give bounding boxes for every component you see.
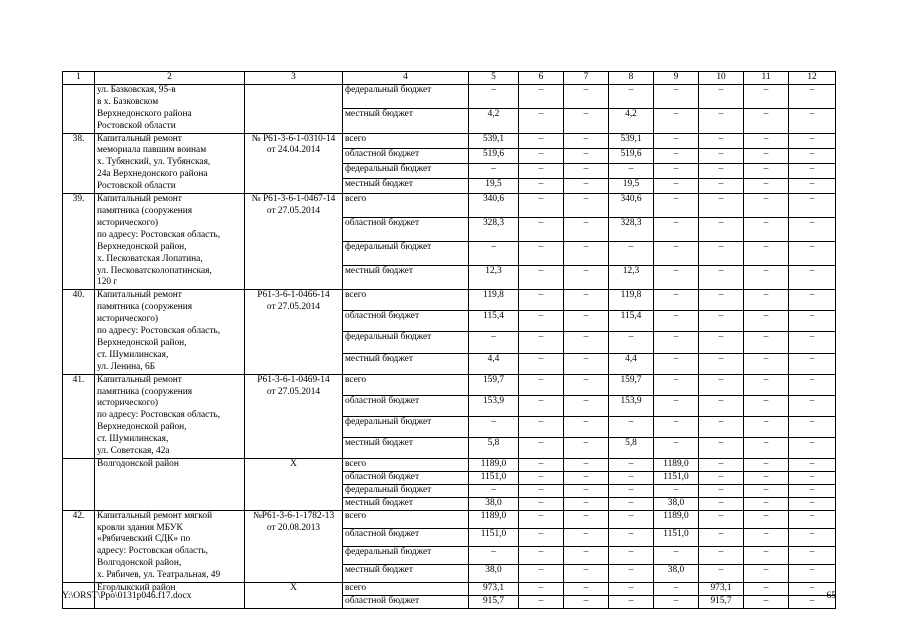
amount-cell: 539,1 (609, 133, 654, 148)
amount-cell: – (744, 583, 789, 596)
amount-cell: – (564, 595, 609, 608)
amount-cell: – (789, 583, 836, 596)
column-number: 7 (564, 72, 609, 85)
table-row (63, 290, 836, 311)
amount-cell: – (609, 595, 654, 608)
amount-cell: 119,8 (609, 290, 654, 311)
amount-cell: – (789, 528, 836, 546)
amount-cell: – (789, 471, 836, 484)
amount-cell: 19,5 (609, 178, 654, 193)
funding-source: всего (343, 510, 469, 528)
amount-cell: – (564, 471, 609, 484)
column-number: 2 (95, 72, 245, 85)
object-description: Капитальный ремонт памятника (сооружения исторического) по адресу: Ростовская область, Верхнедонской район, х. Песковатская Лопатина, ул. Песковатсколопатинская, 120 г (95, 194, 245, 290)
amount-cell: – (654, 332, 699, 353)
amount-cell: 1189,0 (654, 510, 699, 528)
table-row (63, 374, 836, 395)
funding-source: федеральный бюджет (343, 163, 469, 178)
amount-cell: – (789, 133, 836, 148)
amount-cell: 38,0 (654, 564, 699, 582)
amount-cell: – (654, 595, 699, 608)
funding-source: федеральный бюджет (343, 332, 469, 353)
amount-cell: – (519, 194, 564, 218)
amount-cell: – (789, 395, 836, 416)
document-reference: №Р61-3-6-1-1782-13 от 20.08.2013 (245, 510, 343, 582)
amount-cell: – (789, 311, 836, 332)
amount-cell: – (654, 133, 699, 148)
amount-cell: – (469, 84, 519, 108)
budget-table (62, 71, 836, 609)
amount-cell: – (789, 459, 836, 472)
amount-cell: – (699, 459, 744, 472)
funding-source: местный бюджет (343, 266, 469, 290)
amount-cell: 1189,0 (469, 459, 519, 472)
amount-cell: – (609, 564, 654, 582)
amount-cell: – (469, 416, 519, 437)
amount-cell: – (519, 163, 564, 178)
amount-cell: – (564, 484, 609, 497)
amount-cell: – (564, 583, 609, 596)
funding-source: местный бюджет (343, 178, 469, 193)
amount-cell: 115,4 (609, 311, 654, 332)
amount-cell: – (609, 484, 654, 497)
amount-cell: – (699, 133, 744, 148)
amount-cell: – (519, 583, 564, 596)
item-number: 39. (63, 194, 95, 290)
column-number: 1 (63, 72, 95, 85)
funding-source: областной бюджет (343, 471, 469, 484)
amount-cell: – (609, 583, 654, 596)
amount-cell: – (609, 242, 654, 266)
amount-cell: – (654, 374, 699, 395)
amount-cell: – (699, 163, 744, 178)
document-reference: Р61-3-6-1-0469-14 от 27.05.2014 (245, 374, 343, 458)
funding-source: всего (343, 459, 469, 472)
amount-cell: – (654, 109, 699, 133)
amount-cell: – (519, 353, 564, 374)
amount-cell: – (469, 242, 519, 266)
amount-cell: – (469, 163, 519, 178)
funding-source: областной бюджет (343, 595, 469, 608)
amount-cell: – (789, 178, 836, 193)
funding-source: местный бюджет (343, 497, 469, 510)
amount-cell: – (654, 437, 699, 458)
amount-cell: – (564, 528, 609, 546)
table-row (63, 84, 836, 108)
amount-cell: – (699, 194, 744, 218)
amount-cell: – (564, 178, 609, 193)
amount-cell: – (654, 194, 699, 218)
amount-cell: 973,1 (469, 583, 519, 596)
amount-cell: – (789, 242, 836, 266)
amount-cell: 38,0 (469, 497, 519, 510)
amount-cell: – (519, 437, 564, 458)
table-body (63, 72, 836, 609)
amount-cell: – (789, 290, 836, 311)
amount-cell: – (609, 497, 654, 510)
funding-source: местный бюджет (343, 109, 469, 133)
amount-cell: – (744, 471, 789, 484)
amount-cell: – (609, 510, 654, 528)
amount-cell: 1151,0 (654, 471, 699, 484)
funding-source: всего (343, 290, 469, 311)
amount-cell: 5,8 (469, 437, 519, 458)
amount-cell: – (609, 416, 654, 437)
amount-cell: 519,6 (609, 148, 654, 163)
amount-cell: – (654, 416, 699, 437)
amount-cell: – (789, 194, 836, 218)
amount-cell: 115,4 (469, 311, 519, 332)
amount-cell: 4,2 (609, 109, 654, 133)
funding-source: всего (343, 583, 469, 596)
amount-cell: – (699, 437, 744, 458)
amount-cell: 328,3 (609, 218, 654, 242)
amount-cell: – (654, 242, 699, 266)
amount-cell: – (744, 437, 789, 458)
column-number: 12 (789, 72, 836, 85)
amount-cell: – (744, 374, 789, 395)
item-number (63, 459, 95, 511)
amount-cell: – (564, 416, 609, 437)
document-reference: Х (245, 459, 343, 511)
amount-cell: 1151,0 (654, 528, 699, 546)
amount-cell: – (744, 332, 789, 353)
amount-cell: 1189,0 (469, 510, 519, 528)
amount-cell: – (789, 416, 836, 437)
amount-cell: – (744, 148, 789, 163)
amount-cell: – (744, 595, 789, 608)
amount-cell: – (564, 353, 609, 374)
object-description: Волгодонской район (95, 459, 245, 511)
amount-cell: – (744, 510, 789, 528)
amount-cell: – (654, 290, 699, 311)
amount-cell: – (564, 564, 609, 582)
amount-cell: – (519, 374, 564, 395)
amount-cell: – (519, 332, 564, 353)
amount-cell: – (519, 84, 564, 108)
amount-cell: 4,4 (609, 353, 654, 374)
amount-cell: – (789, 266, 836, 290)
amount-cell: – (564, 290, 609, 311)
amount-cell: – (519, 178, 564, 193)
amount-cell: – (699, 242, 744, 266)
amount-cell: – (789, 484, 836, 497)
amount-cell: – (654, 178, 699, 193)
amount-cell: – (744, 564, 789, 582)
amount-cell: – (789, 497, 836, 510)
amount-cell: – (699, 311, 744, 332)
amount-cell: – (789, 564, 836, 582)
column-number: 3 (245, 72, 343, 85)
amount-cell: – (699, 528, 744, 546)
document-reference: № Р61-3-6-1-0467-14 от 27.05.2014 (245, 194, 343, 290)
amount-cell: – (744, 194, 789, 218)
amount-cell: – (699, 546, 744, 564)
amount-cell: – (699, 148, 744, 163)
amount-cell: – (699, 266, 744, 290)
amount-cell: – (564, 546, 609, 564)
amount-cell: – (519, 311, 564, 332)
amount-cell: – (699, 484, 744, 497)
amount-cell: – (744, 84, 789, 108)
amount-cell: 153,9 (609, 395, 654, 416)
column-number: 9 (654, 72, 699, 85)
column-number: 8 (609, 72, 654, 85)
amount-cell: – (519, 416, 564, 437)
object-description: Егорлыкский район (95, 583, 245, 609)
amount-cell: 159,7 (469, 374, 519, 395)
funding-source: областной бюджет (343, 311, 469, 332)
amount-cell: 519,6 (469, 148, 519, 163)
funding-source: местный бюджет (343, 437, 469, 458)
funding-source: всего (343, 374, 469, 395)
column-number: 5 (469, 72, 519, 85)
amount-cell: 1151,0 (469, 471, 519, 484)
amount-cell: – (744, 528, 789, 546)
item-number: 42. (63, 510, 95, 582)
amount-cell: – (564, 395, 609, 416)
amount-cell: 340,6 (469, 194, 519, 218)
amount-cell: – (519, 510, 564, 528)
amount-cell: – (744, 242, 789, 266)
amount-cell: – (609, 459, 654, 472)
amount-cell: – (564, 510, 609, 528)
amount-cell: – (469, 546, 519, 564)
amount-cell: – (699, 178, 744, 193)
amount-cell: – (519, 133, 564, 148)
amount-cell: – (564, 497, 609, 510)
amount-cell: – (519, 528, 564, 546)
amount-cell: – (744, 484, 789, 497)
object-description: Капитальный ремонт памятника (сооружения исторического) по адресу: Ростовская область, Верхнедонской район, ст. Шумилинская, ул. Ленина, 6Б (95, 290, 245, 374)
amount-cell: – (519, 218, 564, 242)
amount-cell: 915,7 (469, 595, 519, 608)
column-number: 11 (744, 72, 789, 85)
amount-cell: – (519, 290, 564, 311)
amount-cell: – (564, 109, 609, 133)
document-reference (245, 84, 343, 133)
amount-cell: – (609, 546, 654, 564)
amount-cell: – (654, 395, 699, 416)
amount-cell: – (699, 332, 744, 353)
amount-cell: 5,8 (609, 437, 654, 458)
object-description: ул. Базковская, 95-в в х. Базковском Верхнедонского района Ростовской области (95, 84, 245, 133)
amount-cell: – (609, 471, 654, 484)
amount-cell: – (654, 163, 699, 178)
table-row (63, 194, 836, 218)
amount-cell: 4,2 (469, 109, 519, 133)
amount-cell: – (744, 353, 789, 374)
amount-cell: – (519, 266, 564, 290)
amount-cell: 340,6 (609, 194, 654, 218)
funding-source: всего (343, 194, 469, 218)
document-reference: № Р61-3-6-1-0310-14 от 24.04.2014 (245, 133, 343, 194)
amount-cell: – (564, 242, 609, 266)
funding-source: областной бюджет (343, 395, 469, 416)
amount-cell: – (789, 163, 836, 178)
funding-source: федеральный бюджет (343, 416, 469, 437)
amount-cell: – (564, 332, 609, 353)
amount-cell: 915,7 (699, 595, 744, 608)
amount-cell: – (699, 395, 744, 416)
amount-cell: – (654, 148, 699, 163)
amount-cell: – (789, 510, 836, 528)
amount-cell: – (699, 374, 744, 395)
amount-cell: – (744, 459, 789, 472)
amount-cell: – (744, 546, 789, 564)
funding-source: всего (343, 133, 469, 148)
amount-cell: 38,0 (469, 564, 519, 582)
amount-cell: – (744, 218, 789, 242)
amount-cell: – (789, 437, 836, 458)
amount-cell: 1151,0 (469, 528, 519, 546)
amount-cell: 38,0 (654, 497, 699, 510)
column-number-row (63, 72, 836, 85)
amount-cell: – (469, 332, 519, 353)
amount-cell: – (699, 109, 744, 133)
item-number: 41. (63, 374, 95, 458)
table-row (63, 459, 836, 472)
amount-cell: 1189,0 (654, 459, 699, 472)
amount-cell: – (654, 218, 699, 242)
funding-source: областной бюджет (343, 148, 469, 163)
funding-source: местный бюджет (343, 564, 469, 582)
amount-cell: – (744, 163, 789, 178)
amount-cell: 539,1 (469, 133, 519, 148)
amount-cell: – (699, 564, 744, 582)
amount-cell: – (564, 148, 609, 163)
amount-cell: – (564, 133, 609, 148)
amount-cell: – (519, 395, 564, 416)
amount-cell: 328,3 (469, 218, 519, 242)
object-description: Капитальный ремонт мемориала павшим воинам х. Тубянский, ул. Тубянская, 24а Верхнедонского района Ростовской области (95, 133, 245, 194)
amount-cell: – (744, 416, 789, 437)
amount-cell: – (519, 595, 564, 608)
amount-cell: – (789, 546, 836, 564)
amount-cell: – (789, 595, 836, 608)
amount-cell: – (744, 497, 789, 510)
funding-source: областной бюджет (343, 528, 469, 546)
amount-cell: – (519, 109, 564, 133)
amount-cell: – (564, 84, 609, 108)
item-number: 40. (63, 290, 95, 374)
amount-cell: – (789, 353, 836, 374)
amount-cell: – (789, 109, 836, 133)
amount-cell: – (789, 218, 836, 242)
amount-cell: – (654, 583, 699, 596)
amount-cell: – (699, 290, 744, 311)
amount-cell: – (519, 148, 564, 163)
amount-cell: – (519, 497, 564, 510)
document-reference: Р61-3-6-1-0466-14 от 27.05.2014 (245, 290, 343, 374)
amount-cell: – (699, 471, 744, 484)
amount-cell: 19,5 (469, 178, 519, 193)
amount-cell: – (744, 178, 789, 193)
amount-cell: – (744, 266, 789, 290)
amount-cell: – (519, 546, 564, 564)
amount-cell: – (654, 266, 699, 290)
item-number: 38. (63, 133, 95, 194)
amount-cell: – (519, 459, 564, 472)
amount-cell: – (699, 497, 744, 510)
amount-cell: – (699, 353, 744, 374)
amount-cell: – (699, 218, 744, 242)
table-row (63, 510, 836, 528)
funding-source: федеральный бюджет (343, 242, 469, 266)
funding-source: федеральный бюджет (343, 484, 469, 497)
amount-cell: – (564, 218, 609, 242)
amount-cell: – (564, 311, 609, 332)
amount-cell: – (519, 471, 564, 484)
object-description: Капитальный ремонт мягкой кровли здания МБУК «Рябичевский СДК» по адресу: Ростовская область, Волгодонской район, х. Рябичев, ул. Театральная, 49 (95, 510, 245, 582)
amount-cell: 119,8 (469, 290, 519, 311)
object-description: Капитальный ремонт памятника (сооружения исторического) по адресу: Ростовская область, Верхнедонской район, ст. Шумилинская, ул. Советская, 42а (95, 374, 245, 458)
amount-cell: – (609, 332, 654, 353)
amount-cell: – (744, 133, 789, 148)
amount-cell: – (609, 84, 654, 108)
funding-source: федеральный бюджет (343, 84, 469, 108)
amount-cell: – (699, 416, 744, 437)
amount-cell: 159,7 (609, 374, 654, 395)
amount-cell: – (699, 510, 744, 528)
amount-cell: – (654, 84, 699, 108)
amount-cell: 12,3 (469, 266, 519, 290)
amount-cell: – (789, 148, 836, 163)
item-number (63, 84, 95, 133)
amount-cell: – (654, 353, 699, 374)
amount-cell: 153,9 (469, 395, 519, 416)
amount-cell: – (609, 528, 654, 546)
column-number: 4 (343, 72, 469, 85)
amount-cell: – (654, 546, 699, 564)
column-number: 10 (699, 72, 744, 85)
amount-cell: – (564, 194, 609, 218)
amount-cell: – (744, 395, 789, 416)
amount-cell: – (564, 163, 609, 178)
amount-cell: – (744, 109, 789, 133)
amount-cell: – (519, 242, 564, 266)
funding-source: федеральный бюджет (343, 546, 469, 564)
amount-cell: – (564, 437, 609, 458)
amount-cell: 973,1 (699, 583, 744, 596)
amount-cell: – (789, 332, 836, 353)
file-path: Y:\ORST\Ppo\0131p046.f17.docx (62, 591, 192, 601)
amount-cell: – (519, 484, 564, 497)
amount-cell: – (519, 564, 564, 582)
amount-cell: – (469, 484, 519, 497)
amount-cell: – (789, 374, 836, 395)
amount-cell: – (789, 84, 836, 108)
funding-source: областной бюджет (343, 218, 469, 242)
amount-cell: – (744, 311, 789, 332)
table-row (63, 133, 836, 148)
amount-cell: – (654, 484, 699, 497)
amount-cell: 4,4 (469, 353, 519, 374)
amount-cell: – (609, 163, 654, 178)
amount-cell: – (654, 311, 699, 332)
amount-cell: – (564, 459, 609, 472)
amount-cell: – (564, 266, 609, 290)
amount-cell: – (699, 84, 744, 108)
amount-cell: – (744, 290, 789, 311)
amount-cell: – (564, 374, 609, 395)
amount-cell: 12,3 (609, 266, 654, 290)
page-number: 65 (826, 591, 836, 601)
document-reference: Х (245, 583, 343, 609)
column-number: 6 (519, 72, 564, 85)
funding-source: местный бюджет (343, 353, 469, 374)
